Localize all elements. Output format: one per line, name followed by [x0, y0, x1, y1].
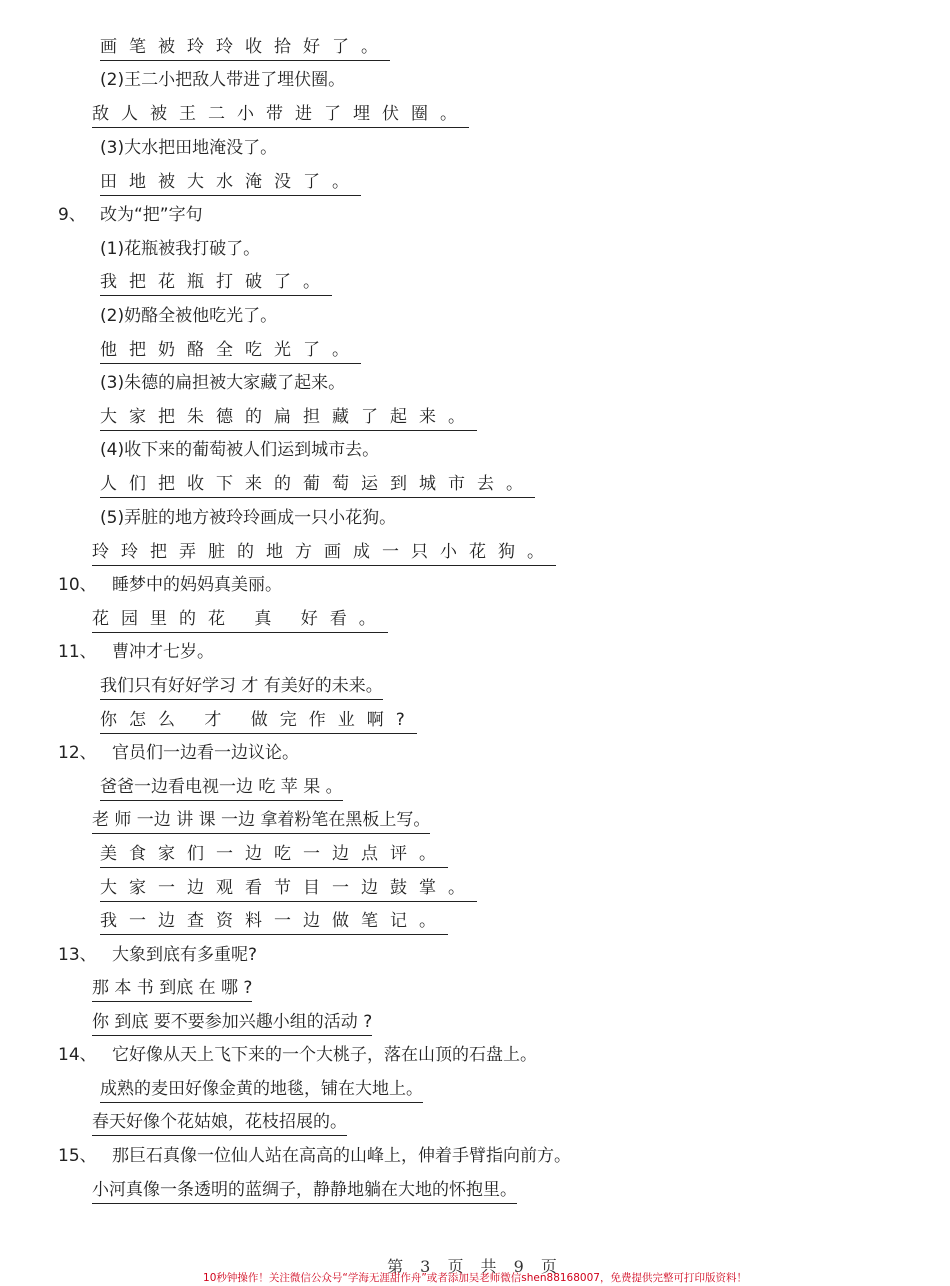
line-text: 改为“把”字句 [100, 205, 203, 225]
answer-line [100, 708, 417, 734]
answer-line [100, 909, 448, 935]
answer-line [100, 876, 477, 902]
answer-line [92, 1178, 517, 1204]
line-text: 春天好像个花姑娘，花枝招展的。 [92, 1110, 347, 1136]
question-number: 13、 [58, 945, 97, 965]
line-text: 老 师 一边 讲 课 一边 拿着粉笔在黑板上写。 [92, 808, 430, 834]
answer-line [92, 808, 430, 834]
answer-line [100, 775, 343, 801]
line-text: 我们只有好好学习 才 有美好的未来。 [100, 674, 383, 700]
question-prompt [100, 203, 203, 227]
line-text: 我一边查资料一边做笔记。 [100, 909, 448, 935]
question-number: 14、 [58, 1045, 97, 1065]
sub-question [100, 68, 345, 92]
page-number: 第 3 页 共 9 页 [387, 1257, 563, 1276]
line-text: 你 到底 要不要参加兴趣小组的活动 ? [92, 1010, 372, 1036]
line-text: 那 本 书 到底 在 哪 ? [92, 976, 252, 1002]
answer-line [92, 607, 388, 633]
line-text: 我把花瓶打破了。 [100, 270, 332, 296]
question-prompt [112, 1144, 571, 1168]
answer-line [92, 1010, 372, 1036]
line-text: 玲玲把弄脏的地方画成一只小花狗。 [92, 540, 556, 566]
answer-line [100, 674, 383, 700]
line-text: 睡梦中的妈妈真美丽。 [112, 575, 282, 595]
answer-line [100, 472, 535, 498]
sub-question [100, 136, 277, 160]
line-text: 你怎么 才 做完作业啊? [100, 708, 417, 734]
question-number: 12、 [58, 743, 97, 763]
promo-note: 10秒钟操作！关注微信公众号“学海无涯甜作舟”或者添加吴老师微信shen88168007，免费提供完整可打印版资料！ [203, 1272, 747, 1284]
answer-line [100, 405, 477, 431]
line-text: (2)奶酪全被他吃光了。 [100, 306, 278, 326]
line-text: 它好像从天上飞下来的一个大桃子，落在山顶的石盘上。 [112, 1045, 537, 1065]
question-prompt [112, 943, 257, 967]
line-text: 大家把朱德的扁担藏了起来。 [100, 405, 477, 431]
answer-line [92, 540, 556, 566]
question-number: 11、 [58, 642, 97, 662]
line-text: 大象到底有多重呢? [112, 945, 258, 965]
line-text: 小河真像一条透明的蓝绸子，静静地躺在大地的怀抱里。 [92, 1178, 517, 1204]
line-text: 大家一边观看节目一边鼓掌。 [100, 876, 477, 902]
answer-line [100, 270, 332, 296]
sub-question [100, 237, 260, 261]
question-number: 9、 [58, 205, 86, 225]
line-text: (4)收下来的葡萄被人们运到城市去。 [100, 440, 380, 460]
line-text: 官员们一边看一边议论。 [112, 743, 299, 763]
sub-question [100, 506, 396, 530]
line-text: (3)大水把田地淹没了。 [100, 138, 278, 158]
line-text: 美食家们一边吃一边点评。 [100, 842, 448, 868]
line-text: 田地被大水淹没了。 [100, 170, 361, 196]
question-number: 15、 [58, 1146, 97, 1166]
question-number: 10、 [58, 575, 97, 595]
question-prompt [112, 1043, 537, 1067]
line-text: (2)王二小把敌人带进了埋伏圈。 [100, 70, 346, 90]
line-text: 人们把收下来的葡萄运到城市去。 [100, 472, 535, 498]
line-text: (5)弄脏的地方被玲玲画成一只小花狗。 [100, 508, 397, 528]
answer-line [100, 338, 361, 364]
question-prompt [112, 573, 282, 597]
sub-question [100, 304, 277, 328]
line-text: 敌人被王二小带进了埋伏圈。 [92, 102, 469, 128]
answer-line [92, 1110, 347, 1136]
line-text: 那巨石真像一位仙人站在高高的山峰上，伸着手臂指向前方。 [112, 1146, 571, 1166]
answer-line [92, 976, 252, 1002]
answer-line [100, 35, 390, 61]
line-text: 曹冲才七岁。 [112, 642, 214, 662]
answer-line [100, 842, 448, 868]
answer-line [100, 170, 361, 196]
line-text: 他把奶酪全吃光了。 [100, 338, 361, 364]
line-text: 爸爸一边看电视一边 吃 苹 果 。 [100, 775, 343, 801]
line-text: 花园里的花 真 好看。 [92, 607, 388, 633]
sub-question [100, 438, 379, 462]
answer-line [100, 1077, 423, 1103]
question-prompt [112, 741, 299, 765]
sub-question [100, 371, 345, 395]
line-text: (3)朱德的扁担被大家藏了起来。 [100, 373, 346, 393]
line-text: 成熟的麦田好像金黄的地毯，铺在大地上。 [100, 1077, 423, 1103]
line-text: 画笔被玲玲收拾好了。 [100, 35, 390, 61]
question-prompt [112, 640, 214, 664]
line-text: (1)花瓶被我打破了。 [100, 239, 261, 259]
answer-line [92, 102, 469, 128]
